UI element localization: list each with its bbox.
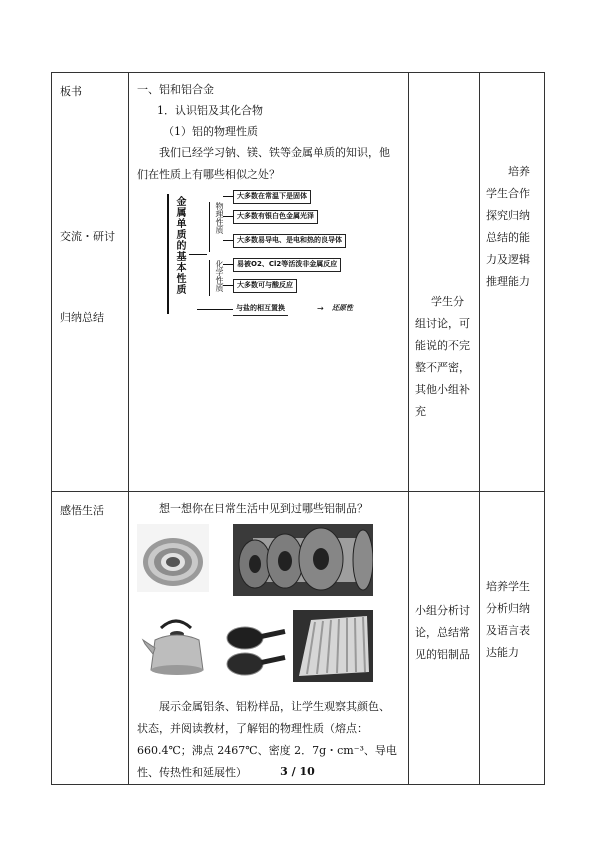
subsection-heading: 1．认识铝及其化合物 xyxy=(157,104,263,117)
stage-label-summary: 归纳总结 xyxy=(60,311,104,324)
student-activity-cell xyxy=(409,492,480,785)
diagram-connector xyxy=(197,309,233,310)
life-question: 想一想你在日常生活中见到过哪些铝制品？ xyxy=(159,502,368,515)
stage-cell xyxy=(52,73,129,492)
lesson-plan-table xyxy=(51,72,545,785)
diagram-item: 与盐的相互置换 xyxy=(233,303,288,316)
diagram-main-label: 金属单质的基本性质 xyxy=(174,196,185,295)
student-text-line: 其他小组补 xyxy=(415,383,470,396)
content-cell xyxy=(129,73,409,492)
diagram-connector xyxy=(223,196,233,197)
design-intent-cell xyxy=(480,492,545,785)
student-text-line: 小组分析讨 xyxy=(415,604,470,617)
diagram-item: 大多数易导电、是电和热的良导体 xyxy=(233,234,346,248)
page-number: 3 / 10 xyxy=(280,765,315,778)
goal-text-line: 探究归纳 xyxy=(486,209,530,222)
diagram-chemical-label: 化学性质 xyxy=(209,260,224,296)
diagram-connector xyxy=(223,240,233,241)
student-text-line: 充 xyxy=(415,405,426,418)
diagram-item: 大多数在常温下是固体 xyxy=(233,190,311,204)
goal-text-line: 推理能力 xyxy=(486,275,530,288)
content-cell xyxy=(129,492,409,785)
diagram-item: 大多数可与酸反应 xyxy=(233,279,297,293)
student-text-line: 能说的不完 xyxy=(415,339,470,352)
design-intent-cell xyxy=(480,73,545,492)
student-text-line: 论，总结常 xyxy=(415,626,470,639)
aluminum-heat-sink-image xyxy=(293,610,373,682)
diagram-item: 易被O2、Cl2等活泼非金属反应 xyxy=(233,258,341,272)
diagram-result: 还原性 xyxy=(332,304,353,312)
goal-text-line: 培养学生 xyxy=(486,580,530,593)
question-paragraph: 我们已经学习钠、镁、铁等金属单质的知识，他们在性质上有哪些相似之处？ xyxy=(137,146,390,181)
diagram-connector xyxy=(189,254,207,255)
goal-text-line: 及语言表 xyxy=(486,624,530,637)
aluminum-products-photos xyxy=(137,524,400,692)
goal-text-line: 分析归纳 xyxy=(486,602,530,615)
diagram-connector xyxy=(223,216,233,217)
stage-label-discuss: 交流・研讨 xyxy=(60,230,115,243)
table-row xyxy=(52,492,545,785)
frying-pans-image xyxy=(223,616,287,682)
demonstration-paragraph: 展示金属铝条、铝粉样品，让学生观察其颜色、状态，并阅读教材，了解铝的物理性质（熔点：660.4℃；沸点 2467℃、密度 2．7g・cm⁻³、导电性、传热性和延展性） xyxy=(137,700,397,779)
aluminum-wire-coil-image xyxy=(137,524,209,592)
diagram-connector xyxy=(223,285,233,286)
goal-text-line: 力及逻辑 xyxy=(486,253,530,266)
student-text-line: 学生分 xyxy=(431,295,464,308)
goal-text-line: 达能力 xyxy=(486,646,519,659)
student-text-line: 整不严密， xyxy=(415,361,470,374)
aluminum-kettle-image xyxy=(141,610,211,680)
table-row xyxy=(52,73,545,492)
stage-cell xyxy=(52,492,129,785)
student-text-line: 组讨论，可 xyxy=(415,317,470,330)
metal-properties-diagram xyxy=(167,188,375,318)
aluminum-cable-spools-image xyxy=(233,524,373,596)
stage-label-board: 板书 xyxy=(60,85,82,98)
goal-text-line: 学生合作 xyxy=(486,187,530,200)
stage-label-life: 感悟生活 xyxy=(60,504,104,517)
diagram-connector xyxy=(223,264,233,265)
section-heading: 一、铝和铝合金 xyxy=(137,83,214,96)
student-activity-cell xyxy=(409,73,480,492)
student-text-line: 见的铝制品 xyxy=(415,648,470,661)
goal-text-line: 培养 xyxy=(508,165,530,178)
topic-heading: （1）铝的物理性质 xyxy=(163,125,258,138)
goal-text-line: 总结的能 xyxy=(486,231,530,244)
diagram-item: 大多数有银白色金属光泽 xyxy=(233,210,318,224)
diagram-physical-label: 物理性质 xyxy=(209,202,224,252)
arrow-right-icon: → xyxy=(317,304,324,313)
